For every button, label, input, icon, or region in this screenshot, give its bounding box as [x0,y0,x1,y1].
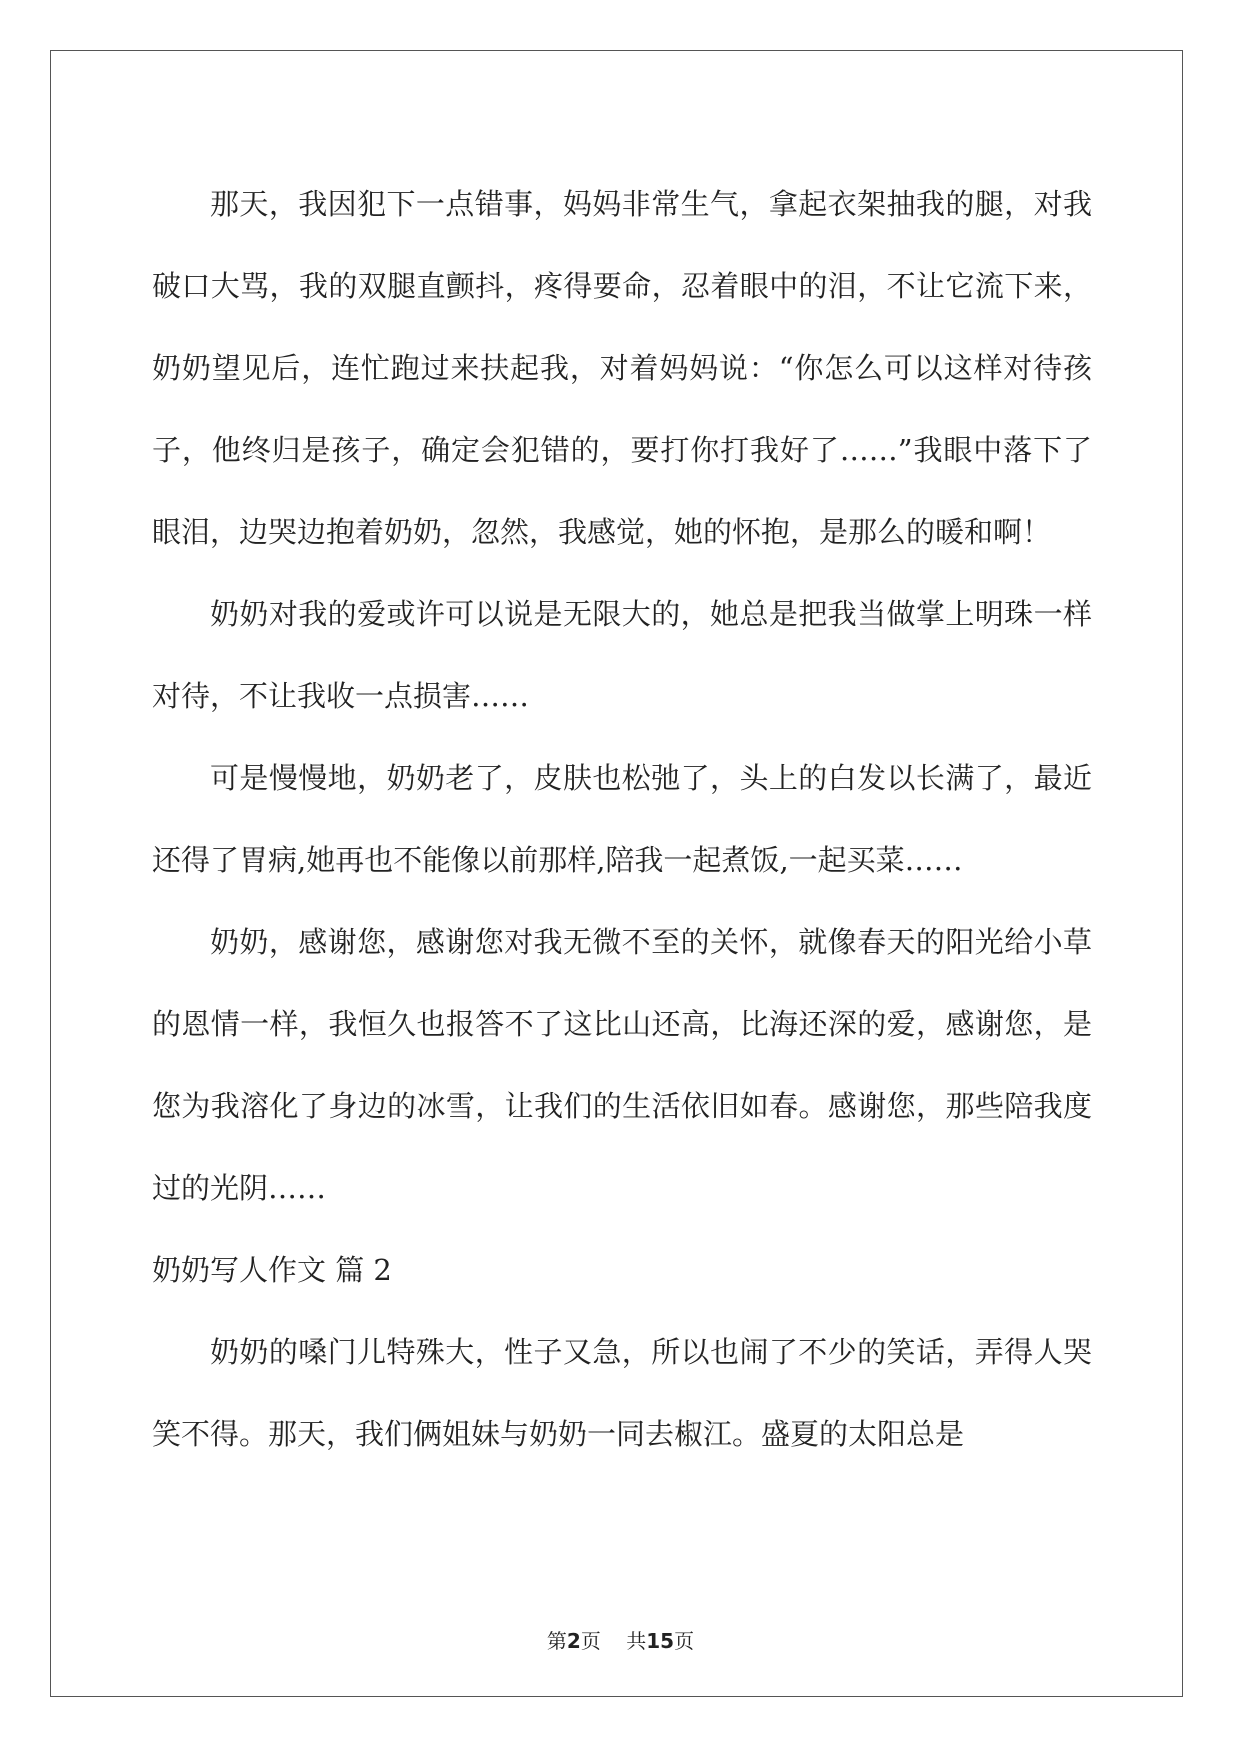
document-body [152,163,1092,1475]
paragraph: 奶奶的嗓门儿特殊大，性子又急，所以也闹了不少的笑话，弄得人哭笑不得。那天，我们俩姐妹与奶奶一同去椒江。盛夏的太阳总是 [152,1335,1092,1451]
paragraph: 奶奶对我的爱或许可以说是无限大的，她总是把我当做掌上明珠一样对待，不让我收一点损害…… [152,597,1092,713]
total-prefix: 共 [626,1629,647,1653]
page-prefix: 第 [546,1629,567,1653]
section-heading: 奶奶写人作文 篇 2 [152,1253,392,1287]
page-number: 2 [566,1629,581,1653]
page-footer [0,1625,1241,1654]
total-suffix: 页 [674,1629,695,1653]
paragraph: 那天，我因犯下一点错事，妈妈非常生气，拿起衣架抽我的腿，对我破口大骂，我的双腿直颤抖，疼得要命，忍着眼中的泪，不让它流下来，奶奶望见后，连忙跑过来扶起我，对着妈妈说：“你怎么可以这样对待孩子，他终归是孩子，确定会犯错的，要打你打我好了……”我眼中落下了眼泪，边哭边抱着奶奶，忽然，我感觉，她的怀抱，是那么的暖和啊！ [152,187,1092,549]
total-pages: 15 [646,1629,675,1653]
paragraph: 奶奶，感谢您，感谢您对我无微不至的关怀，就像春天的阳光给小草的恩情一样，我恒久也报答不了这比山还高，比海还深的爱，感谢您，是您为我溶化了身边的冰雪，让我们的生活依旧如春。感谢您，那些陪我度过的光阴…… [152,925,1092,1205]
page-suffix: 页 [580,1629,601,1653]
paragraph: 可是慢慢地，奶奶老了，皮肤也松弛了，头上的白发以长满了，最近还得了胃病,她再也不能像以前那样,陪我一起煮饭,一起买菜…… [152,761,1092,877]
